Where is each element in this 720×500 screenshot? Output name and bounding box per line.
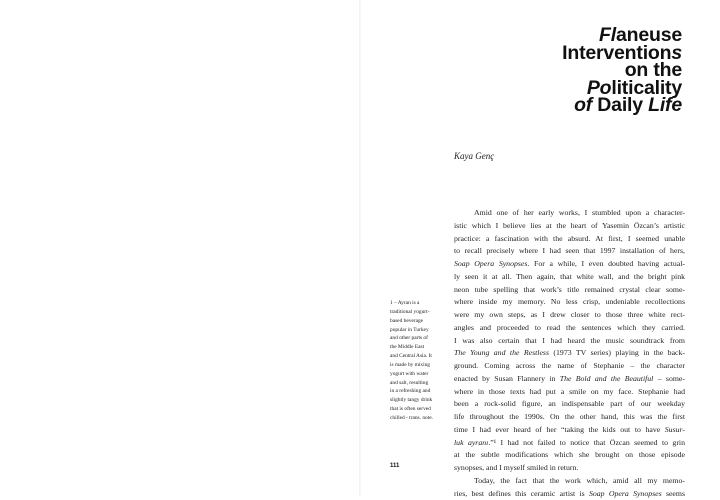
body-line: where inside my memory. No less crisp, undeniable recollections	[454, 296, 685, 309]
body-line: I was also certain that I had heard the music soundtrack from	[454, 335, 685, 348]
footnote-line: popular in Turkey	[390, 326, 450, 335]
body-line: time I had ever heard of her “taking the kids out to have Susur-	[454, 424, 685, 437]
page-gutter	[359, 0, 361, 496]
footnote-line: traditional yogurt-	[390, 308, 450, 317]
title-line-4: Politicality	[562, 80, 682, 98]
title-line-1: Flaneuse	[562, 27, 682, 45]
body-line: synopses, and I myself smiled in return.	[454, 462, 685, 475]
body-line: practice: a fascination with the absurd. At first, I seemed unable	[454, 233, 685, 246]
body-text	[454, 207, 685, 500]
footnote-line: chilled - trans. note.	[390, 414, 450, 423]
footnote-line: yogurt with water	[390, 370, 450, 379]
footnote-line: and salt, resulting	[390, 379, 450, 388]
body-line: at the subtle modifications which she brought on those episode	[454, 449, 685, 462]
body-line: Soap Opera Synopses. For a while, I even doubted having actual-	[454, 258, 685, 271]
essay-title	[562, 27, 682, 115]
footnote-line: slightly tangy drink	[390, 396, 450, 405]
body-line: were my own steps, as I drew closer to those three white rect-	[454, 309, 685, 322]
author-name: Kaya Genç	[454, 151, 494, 161]
body-line: ground. Coming across the name of Stephanie – the character	[454, 360, 685, 373]
body-line: Amid one of her early works, I stumbled upon a character-	[454, 207, 685, 220]
body-line: angles and proceeded to read the sentences which they carried.	[454, 322, 685, 335]
body-line: luk ayranı.”¹ I had not failed to notice that Özcan seemed to grin	[454, 437, 685, 450]
page-number: 111	[390, 463, 399, 469]
body-line: enacted by Susan Flannery in The Bold and the Beautiful – some-	[454, 373, 685, 386]
title-line-5: of Daily Life	[562, 97, 682, 115]
body-line: been a rock-solid figure, an indispensable part of our weekday	[454, 398, 685, 411]
body-line: to recall precisely where I had seen that 1997 installation of hers,	[454, 245, 685, 258]
body-line: Today, the fact that the work which, amid all my memo-	[454, 475, 685, 488]
title-line-3: on the	[562, 62, 682, 80]
footnote-line: and other parts of	[390, 334, 450, 343]
footnote-line: the Middle East	[390, 343, 450, 352]
body-line: ly seen it at all. Then again, that white wall, and the bright pink	[454, 271, 685, 284]
footnote-line: in a refreshing and	[390, 387, 450, 396]
body-line: life throughout the 1990s. On the other hand, this was the first	[454, 411, 685, 424]
body-line: ries, best defines this ceramic artist is Soap Opera Synopses seems	[454, 488, 685, 500]
footnote	[390, 299, 450, 423]
footnote-line: based beverage	[390, 317, 450, 326]
footnote-line: 1 – Ayran is a	[390, 299, 450, 308]
body-line: istic which I believe lies at the heart of Yasemin Özcan’s artistic	[454, 220, 685, 233]
body-line: The Young and the Restless (1973 TV series) playing in the back-	[454, 347, 685, 360]
body-line: where in those texts had put a smile on my face. Stephanie had	[454, 386, 685, 399]
title-line-2: Interventions	[562, 45, 682, 63]
footnote-line: and Central Asia. It	[390, 352, 450, 361]
footnote-line: that is often served	[390, 405, 450, 414]
body-line: neon tube spelling that work’s title remained crystal clear some-	[454, 284, 685, 297]
footnote-line: is made by mixing	[390, 361, 450, 370]
